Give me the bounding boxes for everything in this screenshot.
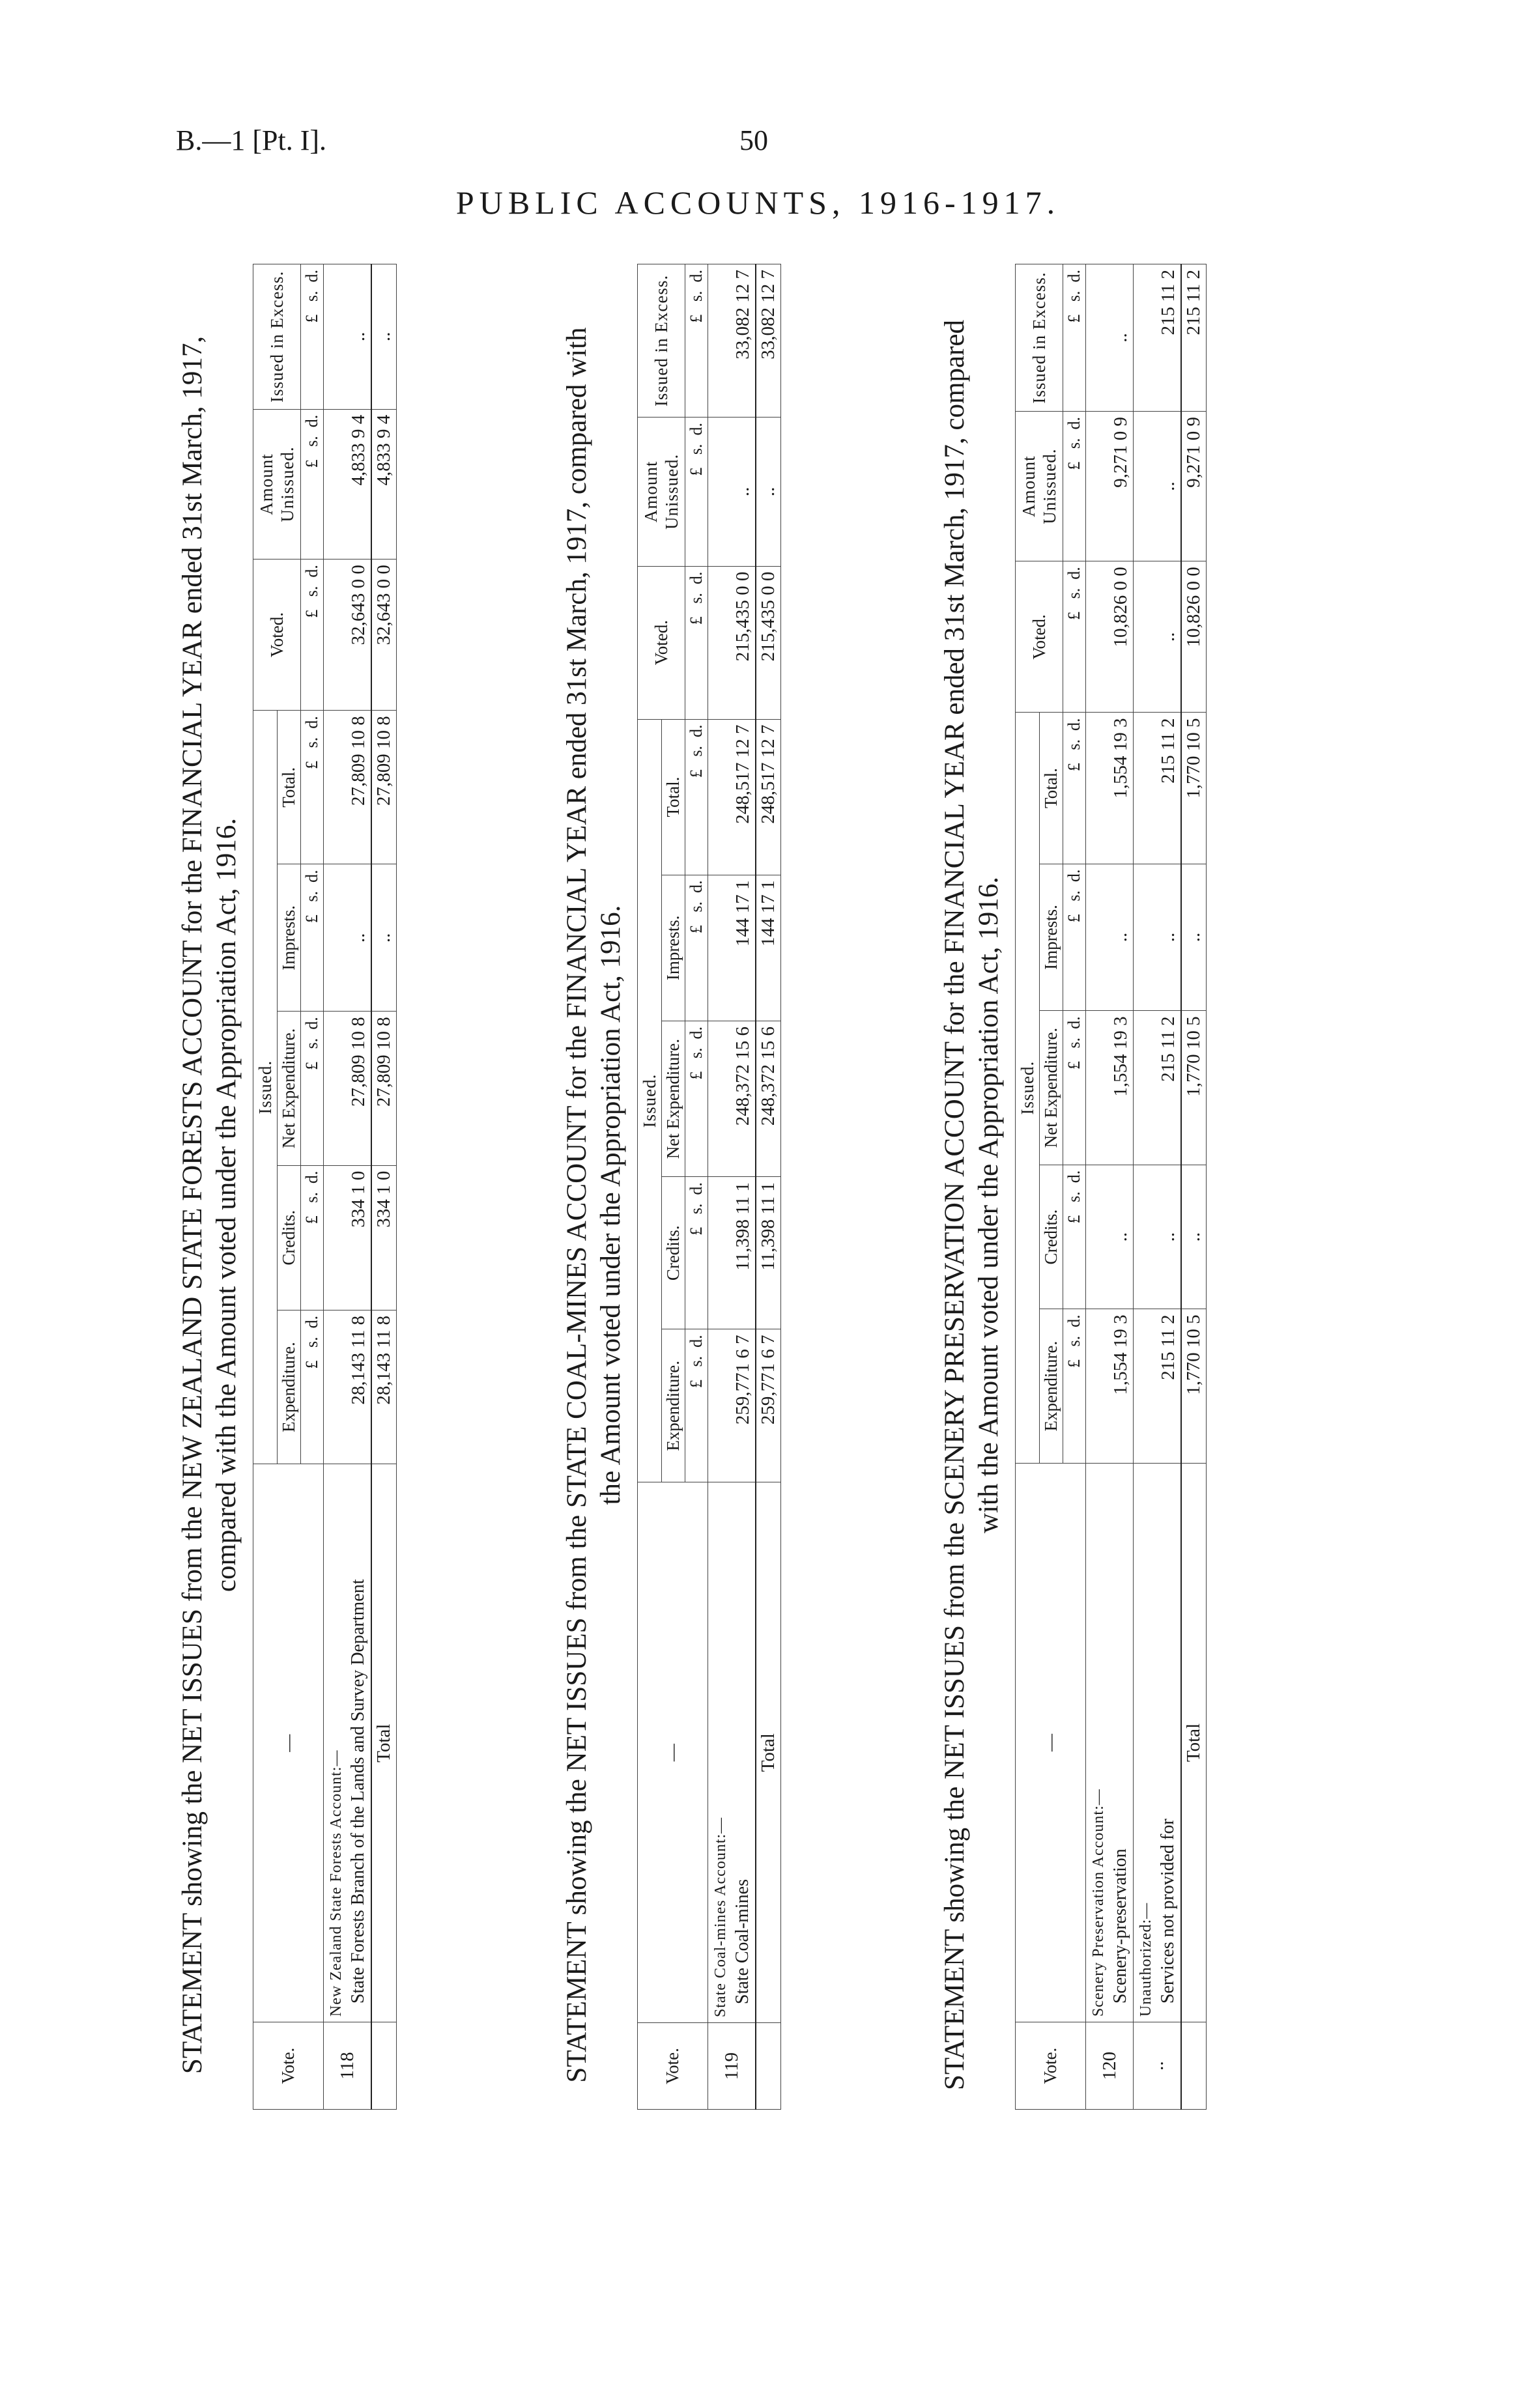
total-issued-in-excess: .. — [371, 264, 397, 410]
statement-table — [253, 264, 397, 2110]
total-total: 27,809 10 8 — [371, 711, 397, 864]
section-heading: Unauthorized:— — [1137, 1902, 1154, 2017]
total-imprests: .. — [371, 864, 397, 1012]
total-expenditure: 1,770 10 5 — [1181, 1309, 1207, 1463]
cell-amount-unissued: .. — [1134, 412, 1182, 561]
total-voted: 215,435 0 0 — [756, 566, 781, 719]
vote-number: 119 — [708, 2023, 756, 2110]
col-issued-in-excess: Issued in Excess. — [253, 264, 301, 410]
total-amount-unissued: 9,271 0 9 — [1181, 412, 1207, 561]
cell-imprests: .. — [324, 864, 372, 1012]
cell-imprests: .. — [1086, 864, 1134, 1011]
cell-voted: 10,826 0 0 — [1086, 561, 1134, 713]
item-label: Scenery-preservation — [1110, 1848, 1130, 2004]
table-row — [1134, 264, 1182, 2110]
col-voted: Voted. — [638, 566, 685, 719]
caption-line-2: with the Amount voted under the Appropriation Act, 1916. — [973, 877, 1004, 1533]
cell-net-expenditure: 1,554 19 3 — [1086, 1011, 1134, 1165]
page-number: 50 — [739, 124, 768, 156]
total-credits: 11,398 11 1 — [756, 1177, 781, 1329]
caption-line-1: STATEMENT showing the NET ISSUES from the STATE COAL-MINES ACCOUNT for the FINANCIAL YEAR ended 31st March, 1917, compared with — [562, 327, 592, 2083]
unit-label: £ s. d. — [1063, 1165, 1086, 1309]
total-imprests: .. — [1181, 864, 1207, 1011]
col-total: Total. — [278, 711, 301, 864]
total-label: Total — [1181, 1463, 1207, 2022]
section-heading: New Zealand State Forests Account:— — [328, 1749, 345, 2017]
col-voted: Voted. — [253, 560, 301, 711]
col-net-expenditure: Net Expenditure. — [1040, 1011, 1063, 1165]
total-label: Total — [371, 1464, 397, 2022]
cell-credits: 334 1 0 — [324, 1165, 372, 1310]
total-expenditure: 28,143 11 8 — [371, 1310, 397, 1464]
statement-caption — [938, 264, 1006, 2146]
cell-expenditure: 259,771 6 7 — [708, 1329, 756, 1482]
unit-label: £ s. d. — [301, 560, 324, 711]
total-credits: 334 1 0 — [371, 1165, 397, 1310]
table-row — [324, 264, 372, 2110]
col-vote: Vote. — [638, 2023, 708, 2110]
section-heading: Scenery Preservation Account:— — [1090, 1789, 1107, 2017]
cell-amount-unissued: 9,271 0 9 — [1086, 412, 1134, 561]
col-net-expenditure: Net Expenditure. — [278, 1012, 301, 1165]
statement-table — [1015, 264, 1207, 2110]
unit-label: £ s. d. — [301, 409, 324, 559]
unit-label: £ s. d. — [685, 1329, 708, 1482]
row-description — [324, 1464, 372, 2022]
unit-label: £ s. d. — [1063, 1309, 1086, 1463]
cell-net-expenditure: 215 11 2 — [1134, 1011, 1182, 1165]
col-issued: Issued. — [253, 711, 278, 1464]
col-amount-unissued: Amount Unissued. — [638, 417, 685, 566]
unit-label: £ s. d. — [301, 1165, 324, 1310]
cell-voted: 32,643 0 0 — [324, 560, 372, 711]
total-total: 1,770 10 5 — [1181, 713, 1207, 864]
unit-label: £ s. d. — [1063, 561, 1086, 713]
unit-label: £ s. d. — [685, 1177, 708, 1329]
vote-number: 120 — [1086, 2022, 1134, 2110]
cell-expenditure: 215 11 2 — [1134, 1309, 1182, 1463]
cell-imprests: .. — [1134, 864, 1182, 1011]
caption-line-1: STATEMENT showing the NET ISSUES from the SCENERY PRESERVATION ACCOUNT for the FINANCIAL YEAR ended 31st March, 1917, compared — [939, 320, 970, 2090]
unit-label: £ s. d. — [685, 566, 708, 719]
unit-label: £ s. d. — [1063, 412, 1086, 561]
col-description: — — [253, 1464, 324, 2022]
cell-amount-unissued: .. — [708, 417, 756, 566]
col-voted: Voted. — [1016, 561, 1063, 713]
unit-label: £ s. d. — [685, 417, 708, 566]
cell-issued-in-excess: 215 11 2 — [1134, 264, 1182, 412]
total-row — [756, 264, 781, 2110]
table-row — [708, 264, 756, 2110]
unit-label: £ s. d. — [685, 875, 708, 1021]
total-total: 248,517 12 7 — [756, 719, 781, 875]
unit-label: £ s. d. — [301, 711, 324, 864]
cell-net-expenditure: 248,372 15 6 — [708, 1021, 756, 1177]
document-reference: B.—1 [Pt. I]. — [176, 124, 326, 156]
total-amount-unissued: .. — [756, 417, 781, 566]
unit-label: £ s. d. — [685, 1021, 708, 1177]
unit-label: £ s. d. — [1063, 713, 1086, 864]
col-issued: Issued. — [638, 719, 662, 1482]
section-heading: State Coal-mines Account:— — [712, 1817, 729, 2018]
table-row — [1086, 264, 1134, 2110]
unit-label: £ s. d. — [301, 1012, 324, 1165]
page-title: PUBLIC ACCOUNTS, 1916-1917. — [455, 184, 1061, 221]
total-voted: 32,643 0 0 — [371, 560, 397, 711]
total-row — [1181, 264, 1207, 2110]
total-row — [371, 264, 397, 2110]
cell-credits: .. — [1134, 1165, 1182, 1309]
cell-issued-in-excess: .. — [324, 264, 372, 410]
row-description — [1134, 1463, 1182, 2022]
total-expenditure: 259,771 6 7 — [756, 1329, 781, 1482]
total-net-expenditure: 248,372 15 6 — [756, 1021, 781, 1177]
unit-label: £ s. d. — [1063, 1011, 1086, 1165]
statement-table — [637, 264, 781, 2110]
cell-net-expenditure: 27,809 10 8 — [324, 1012, 372, 1165]
row-description — [1086, 1463, 1134, 2022]
total-net-expenditure: 1,770 10 5 — [1181, 1011, 1207, 1165]
cell-total: 215 11 2 — [1134, 713, 1182, 864]
col-amount-unissued: Amount Unissued. — [1016, 412, 1063, 561]
caption-line-2: compared with the Amount voted under the Appropriation Act, 1916. — [211, 817, 242, 1593]
item-label: State Forests Branch of the Lands and Survey Department — [348, 1579, 368, 2004]
vote-number: .. — [1134, 2022, 1182, 2110]
total-label: Total — [756, 1482, 781, 2023]
col-issued-in-excess: Issued in Excess. — [638, 264, 685, 418]
cell-total: 248,517 12 7 — [708, 719, 756, 875]
item-label: State Coal-mines — [732, 1879, 752, 2005]
unit-label: £ s. d. — [685, 719, 708, 875]
total-issued-in-excess: 33,082 12 7 — [756, 264, 781, 418]
col-imprests: Imprests. — [278, 864, 301, 1012]
col-credits: Credits. — [1040, 1165, 1063, 1309]
cell-imprests: 144 17 1 — [708, 875, 756, 1021]
cell-total: 27,809 10 8 — [324, 711, 372, 864]
col-total: Total. — [1040, 713, 1063, 864]
col-issued-in-excess: Issued in Excess. — [1016, 264, 1063, 412]
unit-label: £ s. d. — [301, 864, 324, 1012]
cell-voted: .. — [1134, 561, 1182, 713]
col-expenditure: Expenditure. — [278, 1310, 301, 1464]
cell-voted: 215,435 0 0 — [708, 566, 756, 719]
col-description: — — [1016, 1463, 1086, 2022]
cell-issued-in-excess: 33,082 12 7 — [708, 264, 756, 418]
total-credits: .. — [1181, 1165, 1207, 1309]
col-description: — — [638, 1482, 708, 2023]
unit-label: £ s. d. — [685, 264, 708, 418]
row-description — [708, 1482, 756, 2023]
unit-label: £ s. d. — [1063, 864, 1086, 1011]
col-expenditure: Expenditure. — [1040, 1309, 1063, 1463]
unit-label: £ s. d. — [1063, 264, 1086, 412]
total-amount-unissued: 4,833 9 4 — [371, 409, 397, 559]
total-net-expenditure: 27,809 10 8 — [371, 1012, 397, 1165]
statement-caption — [560, 264, 628, 2146]
cell-total: 1,554 19 3 — [1086, 713, 1134, 864]
vote-number: 118 — [324, 2022, 372, 2110]
caption-line-1: STATEMENT showing the NET ISSUES from the NEW ZEALAND STATE FORESTS ACCOUNT for the FINANCIAL YEAR ended 31st March, 1917, — [177, 335, 208, 2075]
total-issued-in-excess: 215 11 2 — [1181, 264, 1207, 412]
col-imprests: Imprests. — [662, 875, 685, 1021]
col-vote: Vote. — [253, 2022, 324, 2110]
item-label: Services not provided for — [1158, 1819, 1178, 2004]
cell-credits: .. — [1086, 1165, 1134, 1309]
statement-caption — [176, 264, 244, 2146]
cell-credits: 11,398 11 1 — [708, 1177, 756, 1329]
total-voted: 10,826 0 0 — [1181, 561, 1207, 713]
col-imprests: Imprests. — [1040, 864, 1063, 1011]
cell-issued-in-excess: .. — [1086, 264, 1134, 412]
col-amount-unissued: Amount Unissued. — [253, 409, 301, 559]
col-expenditure: Expenditure. — [662, 1329, 685, 1482]
total-imprests: 144 17 1 — [756, 875, 781, 1021]
col-issued: Issued. — [1016, 713, 1040, 1463]
col-credits: Credits. — [662, 1177, 685, 1329]
unit-label: £ s. d. — [301, 1310, 324, 1464]
col-net-expenditure: Net Expenditure. — [662, 1021, 685, 1177]
cell-expenditure: 28,143 11 8 — [324, 1310, 372, 1464]
col-vote: Vote. — [1016, 2022, 1086, 2110]
unit-label: £ s. d. — [301, 264, 324, 410]
cell-expenditure: 1,554 19 3 — [1086, 1309, 1134, 1463]
cell-amount-unissued: 4,833 9 4 — [324, 409, 372, 559]
col-credits: Credits. — [278, 1165, 301, 1310]
caption-line-2: the Amount voted under the Appropriation Act, 1916. — [595, 905, 626, 1505]
col-total: Total. — [662, 719, 685, 875]
